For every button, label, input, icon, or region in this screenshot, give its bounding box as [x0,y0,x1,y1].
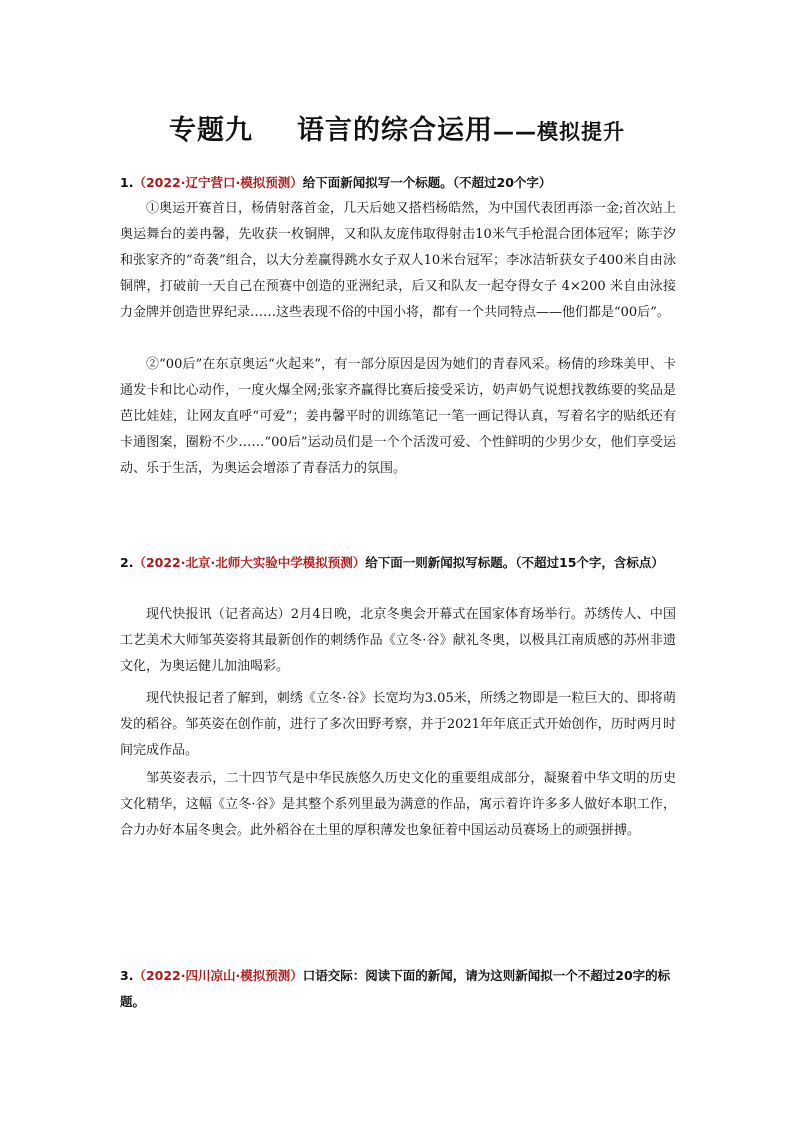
question-prompt: 给下面新闻拟写一个标题。（不超过20个字） [302,175,552,190]
question-3-heading [120,963,680,1015]
title-suffix: ——模拟提升 [493,120,625,144]
question-2-paragraph-1: 现代快报讯（记者高达）2月4日晚，北京冬奥会开幕式在国家体育场举行。苏绣传人、中国工艺美术大师邹英姿将其最新创作的刺绣作品《立冬·谷》献礼冬奥，以极具江南质感的苏州非遗文化，为奥运健儿加油喝彩。 [120,607,676,674]
question-2-paragraph-2: 现代快报记者了解到，刺绣《立冬·谷》长宽均为3.05米，所绣之物即是一粒巨大的、即将萌发的稻谷。邹英姿在创作前，进行了多次田野考察，并于2021年年底正式开始创作，历时两月时间完成作品。 [120,691,676,758]
question-number: 1. [120,175,134,190]
question-number: 2. [120,555,134,570]
question-number: 3. [120,968,134,983]
question-1-paragraph-1: ①奥运开赛首日，杨倩射落首金，几天后她又搭档杨皓然，为中国代表团再添一金;首次站上奥运舞台的姜冉馨，先收获一枚铜牌，又和队友庞伟取得射击10米气手枪混合团体冠军；陈芋汐和张家齐的“奇袭”组合，以大分差赢得跳水女子双人10米台冠军；李冰洁斩获女子400米自由泳铜牌，打破前一天自己在预赛中创造的亚洲纪录，后又和队友一起夺得女子 4×200 米自由泳接力金牌并创造世界纪录……这些表现不俗的中国小将，都有一个共同特点——他们都是“00后”。 [120,201,676,320]
question-prompt: 给下面一则新闻拟写标题。（不超过15个字，含标点） [365,555,664,570]
question-1-heading [120,170,680,196]
page-title [0,108,794,147]
question-2-heading [120,550,680,576]
question-source: （2022·四川凉山·模拟预测） [133,968,303,983]
question-1-paragraph-2: ②“00后”在东京奥运“火起来”，有一部分原因是因为她们的青春风采。杨倩的珍珠美甲、卡通发卡和比心动作，一度火爆全网;张家齐赢得比赛后接受采访，奶声奶气说想找教练要的奖品是芭比娃娃，让网友直呼“可爱”；姜冉馨平时的训练笔记一笔一画记得认真，写着名字的贴纸还有卡通图案，圈粉不少……“00后”运动员们是一个个活泼可爱、个性鲜明的少男少女，他们享受运动、乐于生活，为奥运会增添了青春活力的氛围。 [120,357,676,476]
question-source: （2022·辽宁营口·模拟预测） [133,175,303,190]
question-prompt: 口语交际：阅读下面的新闻，请为这则新闻拟一个不超过20字的标题。 [120,968,671,1009]
question-2-paragraph-3: 邹英姿表示，二十四节气是中华民族悠久历史文化的重要组成部分，凝聚着中华文明的历史文化精华，这幅《立冬·谷》是其整个系列里最为满意的作品，寓示着许许多多人做好本职工作，合力办好本届冬奥会。此外稻谷在土里的厚积薄发也象征着中国运动员赛场上的顽强拼搏。 [120,771,676,838]
title-subject: 语言的综合运用 [297,115,493,146]
title-topic: 专题九 [169,115,253,146]
question-source: （2022·北京·北师大实验中学模拟预测） [133,555,366,570]
